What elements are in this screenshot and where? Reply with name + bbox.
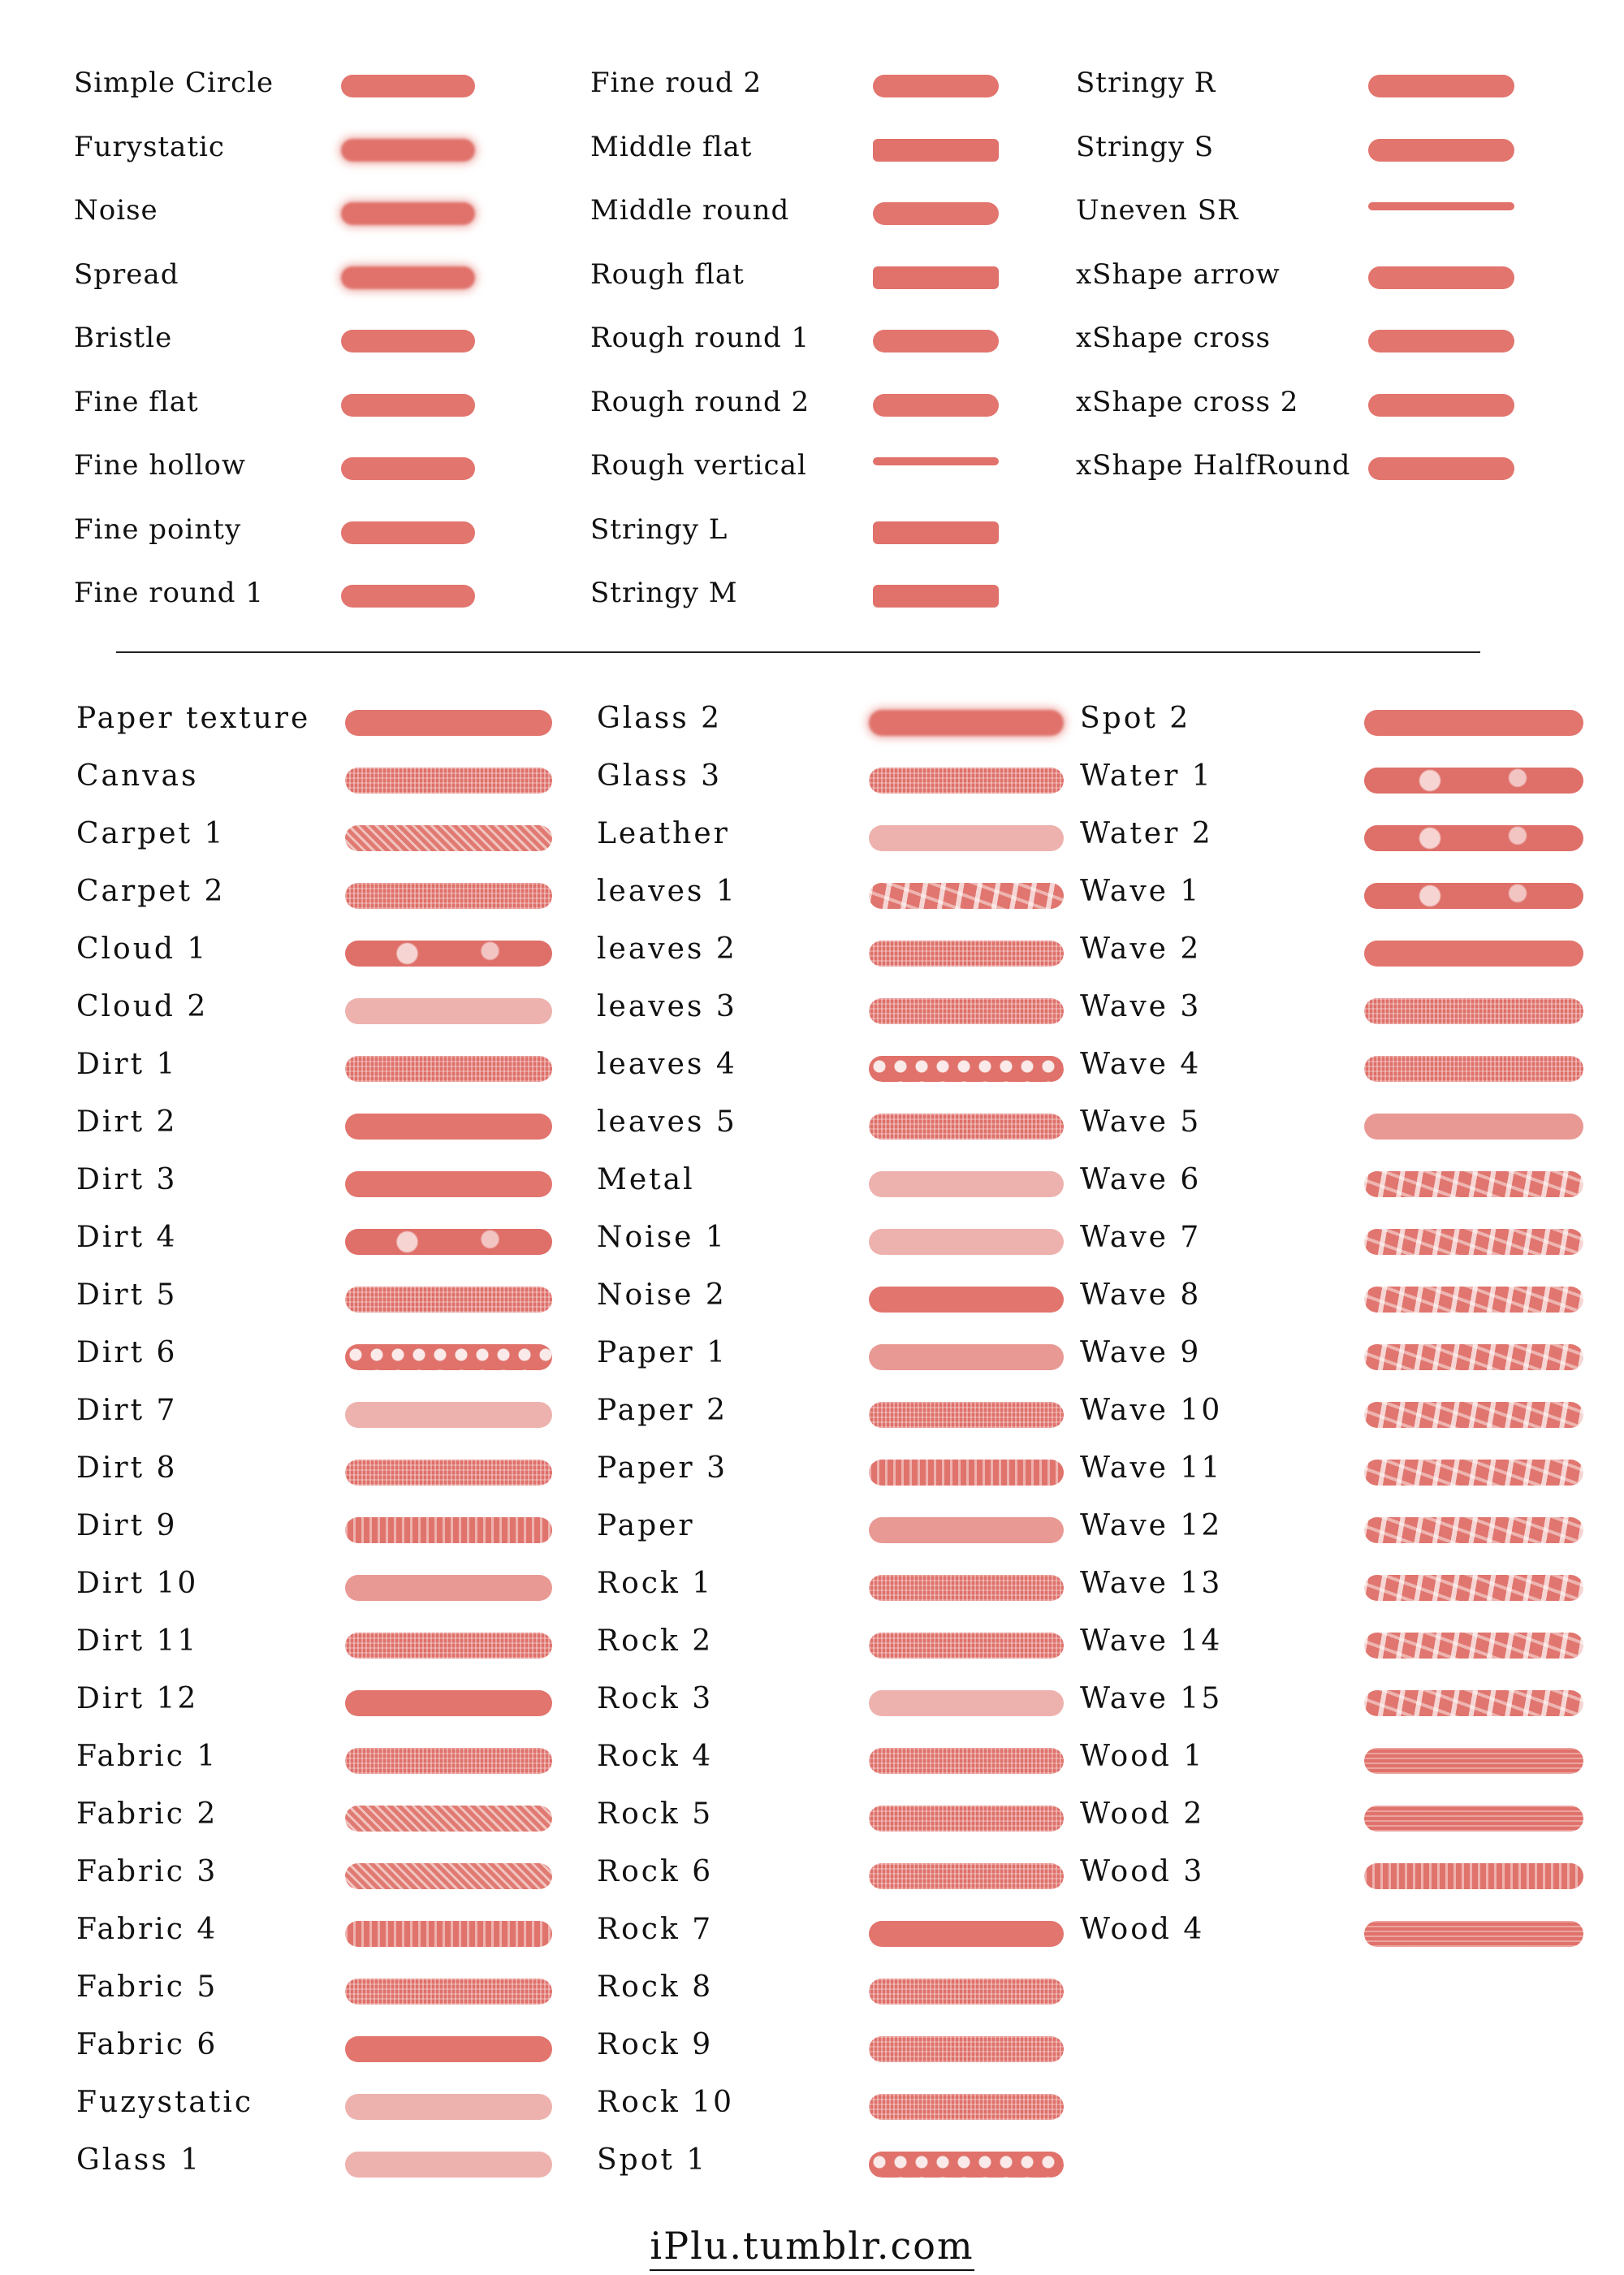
brush-label: Fine roud 2 [590, 67, 762, 99]
brush-stroke-sample [1364, 1690, 1583, 1716]
brush-label: Wood 2 [1080, 1797, 1205, 1831]
brush-stroke-sample [869, 2036, 1064, 2062]
brush-label: Paper [597, 1509, 695, 1542]
brush-stroke-sample [1364, 1633, 1583, 1659]
brush-label: Wave 3 [1080, 990, 1202, 1023]
brush-stroke-sample [345, 1171, 552, 1197]
brush-stroke-sample [873, 394, 999, 417]
brush-stroke-sample [1364, 1056, 1583, 1082]
brush-label: Wave 4 [1080, 1048, 1202, 1081]
brush-stroke-sample [1364, 941, 1583, 967]
brush-label: Water 1 [1080, 759, 1213, 793]
brush-label: Carpet 2 [76, 875, 226, 908]
footer [0, 2224, 1624, 2268]
brush-stroke-sample [869, 1056, 1064, 1082]
brush-stroke-sample [1368, 202, 1514, 210]
brush-label: Wave 7 [1080, 1221, 1202, 1254]
brush-label: leaves 3 [597, 990, 737, 1023]
brush-stroke-sample [341, 457, 475, 480]
brush-stroke-sample [869, 883, 1064, 909]
brush-stroke-sample [1368, 330, 1514, 352]
brush-label: Fabric 4 [76, 1913, 218, 1946]
brush-label: Paper 1 [597, 1336, 728, 1369]
brush-label: Rock 4 [597, 1740, 714, 1773]
brush-label: Wave 11 [1080, 1451, 1223, 1485]
brush-label: Rock 8 [597, 1970, 714, 2004]
brush-stroke-sample [1364, 1344, 1583, 1370]
brush-label: Wave 12 [1080, 1509, 1223, 1542]
brush-stroke-sample [345, 883, 552, 909]
brush-stroke-sample [1364, 1921, 1583, 1947]
brush-label: Dirt 7 [76, 1394, 178, 1427]
brush-stroke-sample [345, 1633, 552, 1659]
footer-url: iPlu.tumblr.com [650, 2224, 974, 2271]
brush-label: Wood 3 [1080, 1855, 1205, 1888]
brush-stroke-sample [345, 998, 552, 1024]
brush-stroke-sample [873, 457, 999, 465]
brush-stroke-sample [869, 2094, 1064, 2120]
brush-stroke-sample [869, 1287, 1064, 1313]
brush-stroke-sample [869, 1114, 1064, 1140]
brush-stroke-sample [345, 1056, 552, 1082]
brush-stroke-sample [345, 1748, 552, 1774]
brush-stroke-sample [873, 75, 999, 97]
brush-label: Dirt 5 [76, 1278, 178, 1312]
brush-label: Fabric 6 [76, 2028, 218, 2061]
brush-stroke-sample [873, 139, 999, 162]
brush-label: xShape HalfRound [1076, 449, 1351, 482]
brush-stroke-sample [1364, 1402, 1583, 1428]
brush-stroke-sample [341, 75, 475, 97]
brush-label: Rock 6 [597, 1855, 714, 1888]
brush-stroke-sample [1364, 1517, 1583, 1543]
brush-stroke-sample [869, 1690, 1064, 1716]
brush-stroke-sample [341, 394, 475, 417]
brush-stroke-sample [341, 202, 475, 225]
brush-stroke-sample [873, 202, 999, 225]
brush-stroke-sample [341, 139, 475, 162]
brush-stroke-sample [1364, 1287, 1583, 1313]
brush-label: Fabric 2 [76, 1797, 218, 1831]
brush-label: Bristle [74, 322, 173, 354]
brush-stroke-sample [1368, 75, 1514, 97]
brush-label: Middle round [590, 194, 790, 227]
brush-label: Wave 2 [1080, 932, 1202, 966]
brush-label: Dirt 6 [76, 1336, 178, 1369]
brush-label: Fabric 1 [76, 1740, 218, 1773]
brush-stroke-sample [1368, 139, 1514, 162]
brush-label: Dirt 3 [76, 1163, 178, 1196]
brush-stroke-sample [873, 585, 999, 608]
brush-label: Cloud 1 [76, 932, 209, 966]
brush-label: Dirt 10 [76, 1567, 199, 1600]
brush-label: Dirt 1 [76, 1048, 178, 1081]
brush-label: Wave 1 [1080, 875, 1202, 908]
brush-label: Wave 5 [1080, 1105, 1202, 1139]
brush-stroke-sample [345, 1575, 552, 1601]
brush-stroke-sample [869, 998, 1064, 1024]
brush-label: Noise [74, 194, 158, 227]
brush-label: Leather [597, 817, 730, 850]
brush-label: Glass 2 [597, 702, 723, 735]
brush-label: Rock 1 [597, 1567, 714, 1600]
brush-label: leaves 1 [597, 875, 737, 908]
brush-label: Glass 1 [76, 2143, 202, 2177]
brush-label: Stringy S [1076, 130, 1215, 163]
brush-stroke-sample [1364, 1748, 1583, 1774]
brush-label: Spot 1 [597, 2143, 708, 2177]
brush-label: Fine hollow [74, 449, 246, 482]
brush-label: Noise 1 [597, 1221, 727, 1254]
brush-stroke-sample [345, 2036, 552, 2062]
brush-label: Spread [74, 257, 179, 291]
brush-stroke-sample [341, 585, 475, 608]
brush-stroke-sample [869, 825, 1064, 851]
brush-label: Wood 4 [1080, 1913, 1205, 1946]
brush-stroke-sample [1364, 1229, 1583, 1255]
brush-stroke-sample [869, 1344, 1064, 1370]
brush-label: Fine pointy [74, 513, 242, 546]
brush-stroke-sample [869, 941, 1064, 967]
brush-stroke-sample [869, 1229, 1064, 1255]
brush-stroke-sample [345, 1806, 552, 1832]
brush-stroke-sample [341, 266, 475, 289]
brush-label: Paper texture [76, 702, 311, 735]
brush-label: Stringy L [590, 513, 728, 546]
brush-stroke-sample [869, 1633, 1064, 1659]
brush-label: Rough round 2 [590, 385, 810, 418]
brush-stroke-sample [869, 1806, 1064, 1832]
brush-label: Wave 13 [1080, 1567, 1223, 1600]
brush-label: Wave 6 [1080, 1163, 1202, 1196]
brush-label: Rough flat [590, 257, 745, 291]
brush-label: Wave 10 [1080, 1394, 1223, 1427]
brush-label: xShape arrow [1076, 257, 1281, 291]
brush-stroke-sample [1364, 1806, 1583, 1832]
brush-label: Fabric 3 [76, 1855, 218, 1888]
brush-stroke-sample [873, 521, 999, 544]
brush-label: Furystatic [74, 130, 225, 163]
brush-stroke-sample [1364, 768, 1583, 794]
brush-stroke-sample [873, 330, 999, 352]
brush-label: Wood 1 [1080, 1740, 1205, 1773]
brush-label: Fine flat [74, 385, 199, 418]
brush-label: Dirt 2 [76, 1105, 178, 1139]
brush-label: leaves 4 [597, 1048, 737, 1081]
brush-label: Metal [597, 1163, 695, 1196]
brush-stroke-sample [345, 1979, 552, 2005]
brush-label: Rock 10 [597, 2086, 735, 2119]
brush-stroke-sample [869, 1171, 1064, 1197]
brush-stroke-sample [869, 1748, 1064, 1774]
brush-label: Wave 15 [1080, 1682, 1223, 1715]
brush-label: Rock 3 [597, 1682, 714, 1715]
brush-stroke-sample [1368, 457, 1514, 480]
brush-stroke-sample [869, 1402, 1064, 1428]
brush-label: Rough round 1 [590, 322, 810, 354]
brush-stroke-sample [869, 1517, 1064, 1543]
brush-label: Simple Circle [74, 67, 274, 99]
brush-label: Stringy R [1076, 67, 1216, 99]
brush-label: Dirt 9 [76, 1509, 178, 1542]
brush-stroke-sample [345, 2094, 552, 2120]
brush-stroke-sample [869, 1921, 1064, 1947]
brush-stroke-sample [869, 710, 1064, 736]
brush-label: Fabric 5 [76, 1970, 218, 2004]
section-divider [116, 651, 1480, 653]
brush-stroke-sample [1364, 1460, 1583, 1486]
brush-label: Rock 9 [597, 2028, 714, 2061]
brush-stroke-sample [869, 1979, 1064, 2005]
brush-stroke-sample [345, 1921, 552, 1947]
brush-stroke-sample [345, 1517, 552, 1543]
brush-stroke-sample [1364, 1575, 1583, 1601]
brush-label: xShape cross 2 [1076, 385, 1299, 418]
brush-stroke-sample [869, 1460, 1064, 1486]
brush-label: Canvas [76, 759, 199, 793]
brush-stroke-sample [345, 1460, 552, 1486]
brush-label: Dirt 11 [76, 1624, 199, 1658]
brush-label: Wave 9 [1080, 1336, 1202, 1369]
brush-stroke-sample [869, 768, 1064, 794]
brush-stroke-sample [345, 1402, 552, 1428]
brush-label: xShape cross [1076, 322, 1271, 354]
brush-stroke-sample [1368, 266, 1514, 289]
brush-stroke-sample [345, 710, 552, 736]
brush-stroke-sample [1364, 883, 1583, 909]
brush-label: Spot 2 [1080, 702, 1191, 735]
brush-stroke-sample [345, 1863, 552, 1889]
brush-label: Wave 14 [1080, 1624, 1223, 1658]
brush-label: Carpet 1 [76, 817, 226, 850]
brush-stroke-sample [1364, 710, 1583, 736]
brush-label: Stringy M [590, 577, 738, 609]
brush-label: Dirt 12 [76, 1682, 199, 1715]
brush-stroke-sample [869, 1575, 1064, 1601]
brush-stroke-sample [869, 1863, 1064, 1889]
brush-label: Water 2 [1080, 817, 1213, 850]
brush-label: Glass 3 [597, 759, 723, 793]
brush-label: Dirt 4 [76, 1221, 178, 1254]
brush-label: Dirt 8 [76, 1451, 178, 1485]
brush-stroke-sample [345, 1229, 552, 1255]
brush-stroke-sample [1364, 1863, 1583, 1889]
brush-label: Fuzystatic [76, 2086, 254, 2119]
brush-label: Wave 8 [1080, 1278, 1202, 1312]
brush-stroke-sample [341, 330, 475, 352]
brush-label: Fine round 1 [74, 577, 265, 609]
brush-stroke-sample [345, 1344, 552, 1370]
brush-label: Rough vertical [590, 449, 807, 482]
brush-stroke-sample [345, 2152, 552, 2178]
brush-label: Cloud 2 [76, 990, 209, 1023]
brush-stroke-sample [1364, 1171, 1583, 1197]
brush-stroke-sample [345, 825, 552, 851]
brush-label: Rock 7 [597, 1913, 714, 1946]
brush-stroke-sample [345, 1114, 552, 1140]
brush-label: leaves 5 [597, 1105, 737, 1139]
brush-stroke-sample [341, 521, 475, 544]
brush-stroke-sample [1364, 998, 1583, 1024]
brush-stroke-sample [345, 1287, 552, 1313]
brush-stroke-sample [873, 266, 999, 289]
brush-stroke-sample [345, 1690, 552, 1716]
brush-stroke-sample [1364, 1114, 1583, 1140]
brush-label: Uneven SR [1076, 194, 1239, 227]
brush-label: Rock 2 [597, 1624, 714, 1658]
brush-stroke-sample [1368, 394, 1514, 417]
brush-label: Paper 2 [597, 1394, 728, 1427]
brush-label: Middle flat [590, 130, 753, 163]
brush-label: leaves 2 [597, 932, 737, 966]
brush-label: Paper 3 [597, 1451, 728, 1485]
brush-stroke-sample [345, 941, 552, 967]
brush-stroke-sample [869, 2152, 1064, 2178]
brush-label: Noise 2 [597, 1278, 727, 1312]
brush-stroke-sample [1364, 825, 1583, 851]
brush-stroke-sample [345, 768, 552, 794]
brush-label: Rock 5 [597, 1797, 714, 1831]
